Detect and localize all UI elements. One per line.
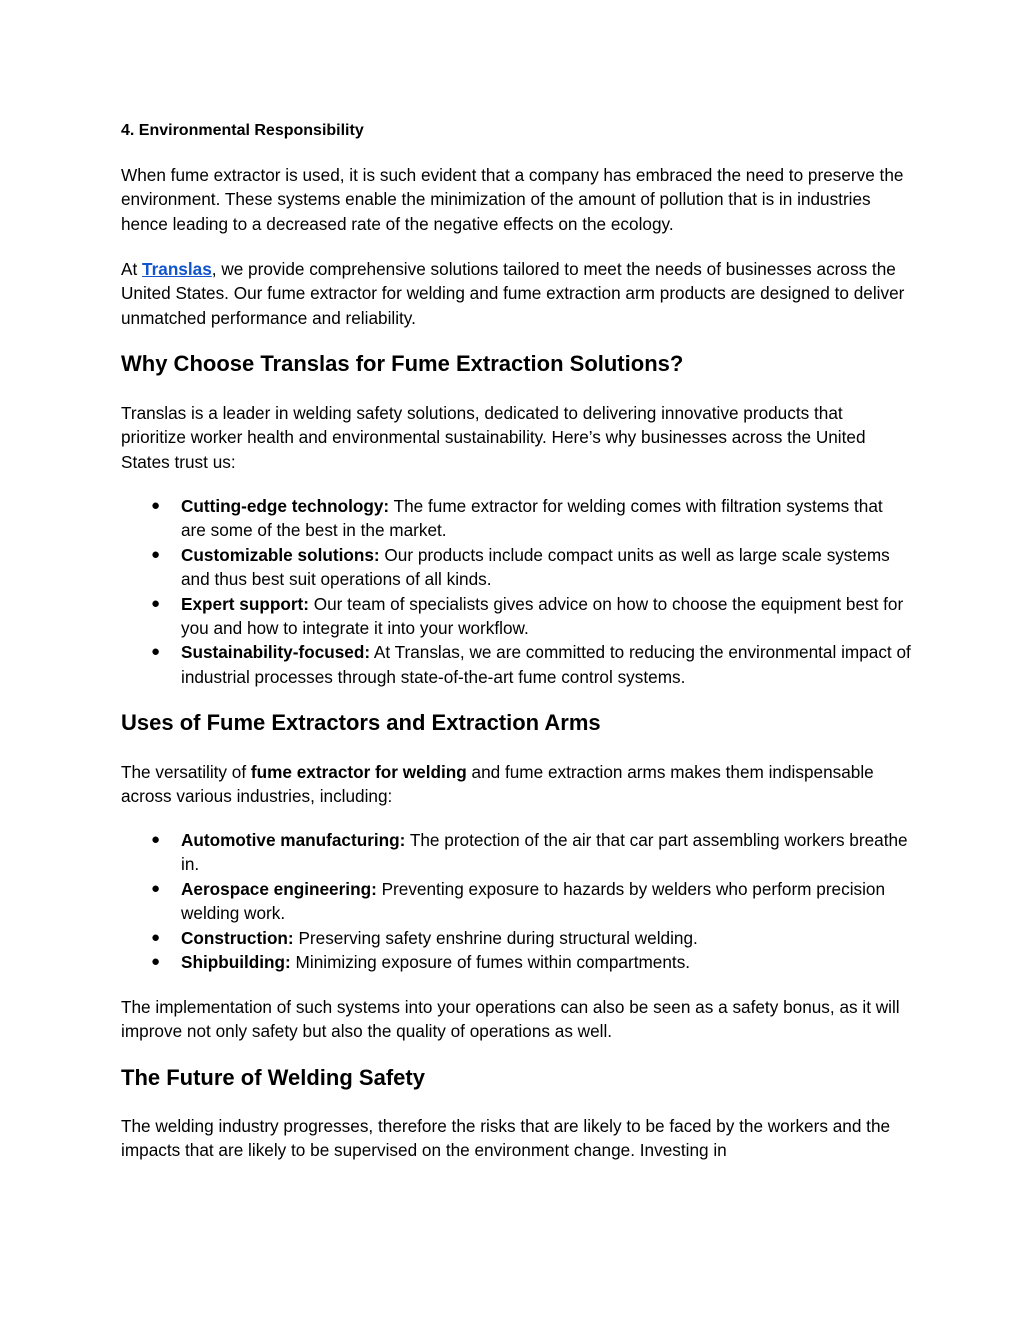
list-item-text: The fume extractor for welding comes with filtration systems that are some of the best in the market.	[181, 496, 883, 541]
heading-future-of-welding-safety: The Future of Welding Safety	[121, 1065, 425, 1090]
list-item-text: Preserving safety enshrine during structural welding.	[293, 927, 698, 948]
paragraph-uses-intro	[121, 760, 911, 809]
list-item	[121, 640, 911, 689]
bullet-icon: ●	[151, 545, 161, 563]
paragraph-translas-intro	[121, 257, 911, 330]
list-item-text: At Translas, we are committed to reducing the environmental impact of industrial processes through state-of-the-art fume control systems.	[181, 642, 911, 687]
list-item-text: The protection of the air that car part assembling workers breathe in.	[181, 830, 908, 875]
uses-intro-suffix: and fume extraction arms makes them indispensable across various industries, including:	[121, 762, 874, 807]
list-item	[121, 877, 911, 926]
paragraph-why-intro: Translas is a leader in welding safety solutions, dedicated to delivering innovative products that prioritize worker health and environmental sustainability. Here’s why businesses across the United States trust us:	[121, 403, 866, 472]
list-item	[121, 926, 911, 950]
uses-intro-bold: fume extractor for welding	[250, 762, 467, 782]
bullet-icon: ●	[151, 594, 161, 612]
uses-intro-prefix: The versatility of	[121, 762, 251, 782]
list-item-text: Our products include compact units as well as large scale systems and thus best suit operations of all kinds.	[181, 544, 890, 590]
list-item-label: Sustainability-focused:	[181, 642, 371, 663]
uses-list	[121, 828, 911, 974]
bullet-icon: ●	[151, 953, 161, 971]
list-item	[121, 950, 911, 974]
paragraph-environment: When fume extractor is used, it is such evident that a company has embraced the need to preserve the environment. These systems enable the minimization of the amount of pollution that is in industries hence leading to a decreased rate of the negative effects on the ecology.	[121, 165, 904, 234]
list-item-text: Our team of specialists gives advice on how to choose the equipment best for you and how to integrate it into your workflow.	[181, 593, 904, 639]
paragraph-translas-suffix: , we provide comprehensive solutions tailored to meet the needs of businesses across the United States. Our fume extractor for welding and fume extraction arm products are designed to deliver unmatched performance and reliability.	[121, 259, 905, 328]
heading-why-choose-translas: Why Choose Translas for Fume Extraction Solutions?	[121, 351, 684, 376]
bullet-icon: ●	[151, 928, 161, 946]
bullet-icon: ●	[151, 831, 161, 848]
why-choose-list	[121, 494, 911, 689]
paragraph-uses-closing: The implementation of such systems into your operations can also be seen as a safety bonus, as it will improve not only safety but also the quality of operations as well.	[121, 997, 900, 1042]
section-heading-environmental-responsibility: 4. Environmental Responsibility	[121, 122, 364, 139]
list-item-label: Cutting-edge technology:	[181, 496, 390, 516]
list-item-label: Expert support:	[181, 593, 309, 614]
list-item	[121, 592, 911, 641]
list-item-label: Customizable solutions:	[181, 544, 380, 565]
list-item-label: Shipbuilding:	[181, 952, 291, 973]
paragraph-future: The welding industry progresses, therefore the risks that are likely to be faced by the workers and the impacts that are likely to be supervised on the environment change. Investing in	[121, 1116, 891, 1161]
list-item-label: Aerospace engineering:	[181, 878, 377, 899]
list-item-label: Automotive manufacturing:	[181, 830, 406, 850]
list-item-text: Minimizing exposure of fumes within compartments.	[290, 952, 691, 973]
heading-uses-of-fume-extractors: Uses of Fume Extractors and Extraction Arms	[121, 710, 601, 735]
list-item	[121, 494, 911, 543]
bullet-icon: ●	[151, 497, 161, 514]
bullet-icon: ●	[151, 879, 161, 897]
list-item-text: Preventing exposure to hazards by welders who perform precision welding work.	[181, 878, 886, 924]
list-item	[121, 543, 911, 592]
translas-link[interactable]: Translas	[142, 259, 212, 279]
paragraph-translas-prefix: At	[121, 259, 143, 279]
list-item	[121, 828, 911, 877]
list-item-label: Construction:	[181, 927, 294, 948]
bullet-icon: ●	[151, 643, 161, 661]
